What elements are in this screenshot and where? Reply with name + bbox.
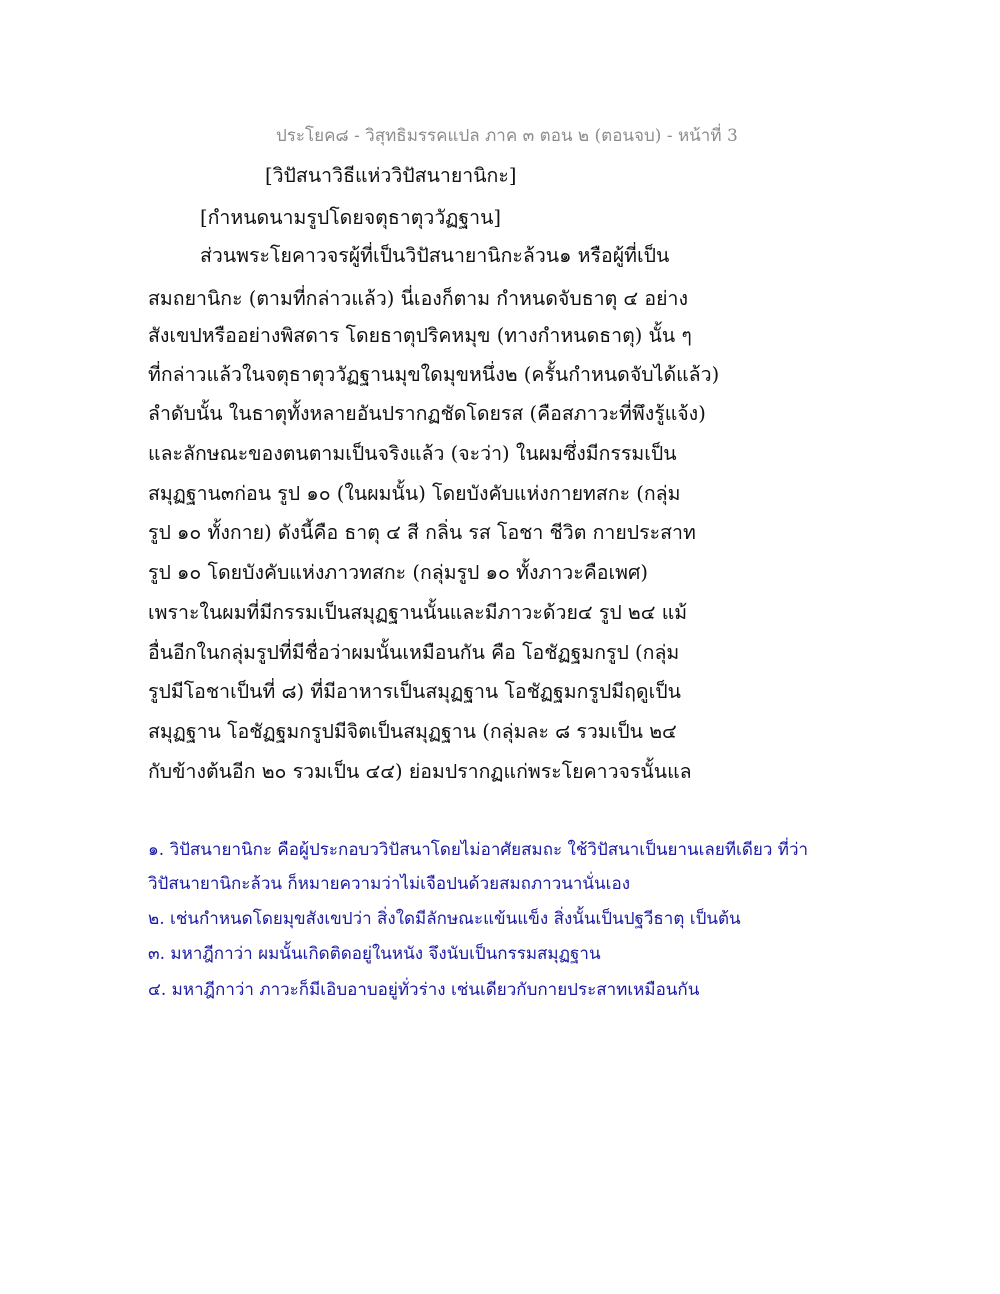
footnote-1-continued: วิปัสนายานิกะล้วน ก็หมายความว่าไม่เจือปนด้วยสมถภาวนานั่นเอง: [148, 874, 630, 894]
footnote-2: ๒. เช่นกำหนดโดยมุขสังเขปว่า สิ่งใดมีลักษณะแข้นแข็ง สิ่งนั้นเป็นปฐวีธาตุ เป็นต้น: [148, 909, 741, 929]
body-line: กับข้างต้นอีก ๒๐ รวมเป็น ๔๔) ย่อมปรากฏแก่พระโยคาวจรนั้นแล: [148, 760, 692, 783]
body-line: และลักษณะของตนตามเป็นจริงแล้ว (จะว่า) ในผมซึ่งมีกรรมเป็น: [148, 442, 677, 465]
body-line: อื่นอีกในกลุ่มรูปที่มีชื่อว่าผมนั้นเหมือนกัน คือ โอชัฏฐมกรูป (กลุ่ม: [148, 641, 680, 664]
body-line: สังเขปหรืออย่างพิสดาร โดยธาตุปริคหมุข (ทางกำหนดธาตุ) นั้น ๆ: [148, 324, 692, 347]
footnote-1: ๑. วิปัสนายานิกะ คือผู้ประกอบววิปัสนาโดยไม่อาศัยสมถะ ใช้วิปัสนาเป็นยานเลยทีเดียว ที่ว่า: [148, 840, 809, 860]
section-heading: [วิปัสนาวิธีแห่ววิปัสนายานิกะ]: [265, 164, 517, 187]
footnote-4: ๔. มหาฎีกาว่า ภาวะก็มีเอิบอาบอยู่ทั่วร่าง เช่นเดียวกับกายประสาทเหมือนกัน: [148, 980, 700, 1000]
body-line: เพราะในผมที่มีกรรมเป็นสมุฏฐานนั้นและมีภาวะด้วย๔ รูป ๒๔ แม้: [148, 601, 688, 624]
body-line: ลำดับนั้น ในธาตุทั้งหลายอันปรากฏชัดโดยรส (คือสภาวะที่พึงรู้แจ้ง): [148, 402, 706, 425]
body-line: สมถยานิกะ (ตามที่กล่าวแล้ว) นี่เองก็ตาม กำหนดจับธาตุ ๔ อย่าง: [148, 287, 688, 310]
body-line: สมุฏฐาน๓ก่อน รูป ๑๐ (ในผมนั้น) โดยบังคับแห่งกายทสกะ (กลุ่ม: [148, 482, 681, 505]
subsection-heading: [กำหนดนามรูปโดยจตุธาตุววัฏฐาน]: [200, 206, 502, 229]
body-line: รูปมีโอชาเป็นที่ ๘) ที่มีอาหารเป็นสมุฏฐาน โอชัฏฐมกรูปมีฤดูเป็น: [148, 680, 681, 703]
page-header-text: ประโยค๘ - วิสุทธิมรรคแปล ภาค ๓ ตอน ๒ (ตอนจบ) - หน้าที่ 3: [276, 126, 738, 146]
body-line: ที่กล่าวแล้วในจตุธาตุววัฏฐานมุขใดมุขหนึ่ง๒ (ครั้นกำหนดจับได้แล้ว): [148, 363, 720, 386]
body-line: รูป ๑๐ โดยบังคับแห่งภาวทสกะ (กลุ่มรูป ๑๐ ทั้งภาวะคือเพศ): [148, 561, 648, 584]
body-line: สมุฏฐาน โอชัฏฐมกรูปมีจิตเป็นสมุฏฐาน (กลุ่มละ ๘ รวมเป็น ๒๔: [148, 720, 677, 743]
body-line: รูป ๑๐ ทั้งกาย) ดังนี้คือ ธาตุ ๔ สี กลิ่น รส โอชา ชีวิต กายประสาท: [148, 521, 696, 544]
body-line: ส่วนพระโยคาวจรผู้ที่เป็นวิปัสนายานิกะล้วน๑ หรือผู้ที่เป็น: [200, 244, 670, 267]
footnote-3: ๓. มหาฎีกาว่า ผมนั้นเกิดติดอยู่ในหนัง จึงนับเป็นกรรมสมุฏฐาน: [148, 944, 601, 964]
